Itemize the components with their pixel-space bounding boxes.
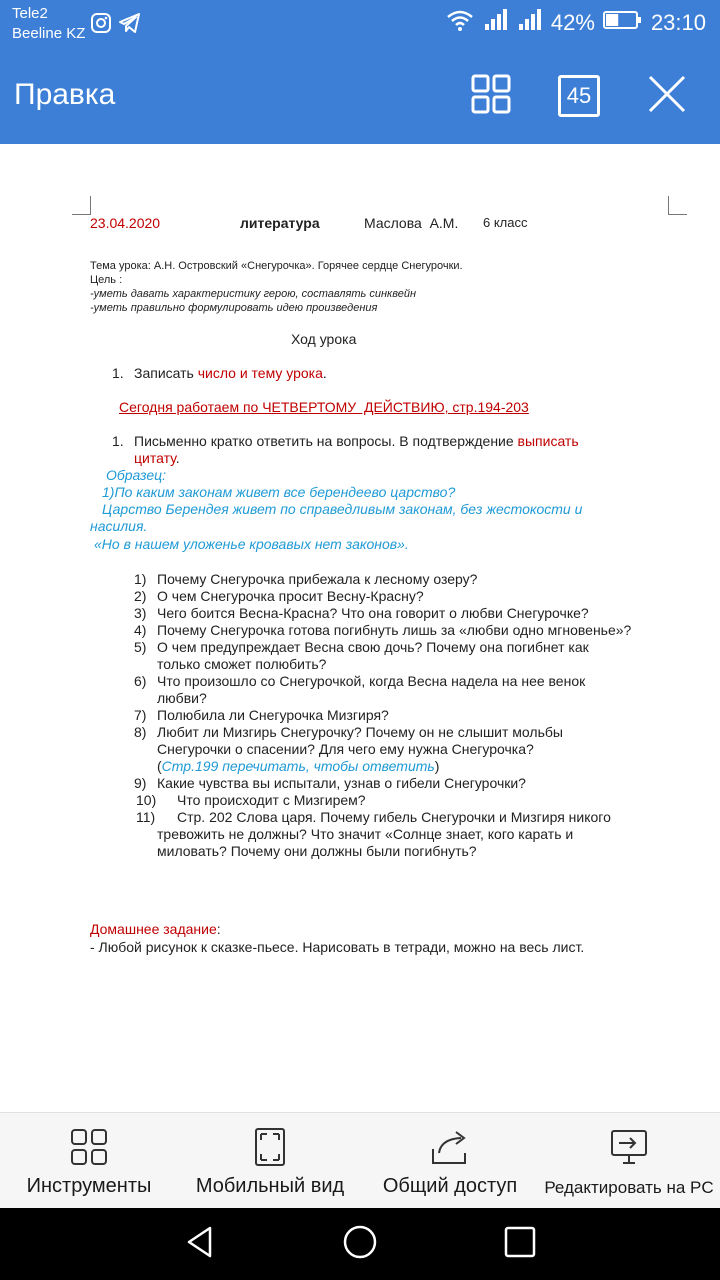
recents-icon	[503, 1225, 537, 1264]
question-number: 9)	[134, 775, 147, 791]
goal-1: -уметь давать характеристику герою, составлять синквейн	[90, 288, 417, 300]
goal-2: -уметь правильно формулировать идею произведения	[90, 302, 378, 314]
carrier-1: Tele2	[12, 5, 48, 22]
question-text: Почему Снегурочка готова погибнуть лишь за «любви одно мгновенье»?	[157, 622, 632, 638]
share-icon	[429, 1127, 471, 1167]
app-title: Правка	[14, 78, 116, 111]
question-text: Что произошло со Снегурочкой, когда Весна надела на нее венок	[157, 673, 586, 689]
note-text: Стр.199 перечитать, чтобы ответить	[161, 758, 435, 774]
bottom-toolbar	[0, 1112, 720, 1209]
step-2-number: 1.	[112, 433, 124, 449]
lesson-subject: литература	[240, 215, 320, 231]
step-2-line-1	[134, 433, 579, 449]
question-8-note	[157, 758, 439, 774]
note-open: (	[157, 758, 162, 774]
battery-percent: 42%	[550, 10, 595, 35]
home-button[interactable]	[342, 1226, 378, 1262]
carrier-2: Beeline KZ	[12, 25, 86, 42]
question-text: Любит ли Мизгирь Снегурочку? Почему он не слышит мольбы	[157, 724, 563, 740]
question-text: Стр. 202 Слова царя. Почему гибель Снегурочки и Мизгиря никого	[177, 809, 611, 825]
question-number: 8)	[134, 724, 147, 740]
step-1-highlight: число и тему урока	[197, 365, 323, 381]
question-text: только сможет полюбить?	[157, 656, 327, 672]
page-count-value: 45	[566, 83, 592, 108]
mobile-view-button[interactable]	[182, 1113, 358, 1209]
question-text: О чем Снегурочка просит Весну-Красну?	[157, 588, 424, 604]
question-number: 6)	[134, 673, 147, 689]
page-margin-corner	[668, 196, 687, 215]
question-text: Что происходит с Мизгирем?	[177, 792, 366, 808]
wifi-icon	[445, 8, 475, 38]
edit-on-pc-button[interactable]	[538, 1113, 720, 1209]
carrier-info	[12, 4, 85, 44]
tools-label: Инструменты	[26, 1175, 152, 1197]
share-button[interactable]	[372, 1113, 528, 1209]
question-text: Снегурочки о спасении? Для чего ему нужна Снегурочка?	[157, 741, 534, 757]
sample-answer-line-1: Царство Берендея живет по справедливым законам, без жестокости и	[102, 501, 583, 517]
navigation-bar	[0, 1208, 720, 1280]
telegram-icon	[118, 12, 142, 39]
step-1-text: Записать	[134, 365, 198, 381]
step-1	[134, 365, 327, 381]
back-icon	[184, 1225, 216, 1264]
step-1-end: .	[322, 365, 327, 381]
page-count-icon	[558, 75, 600, 117]
step-2-line-2	[134, 450, 180, 466]
back-button[interactable]	[182, 1226, 218, 1262]
question-number: 7)	[134, 707, 147, 723]
sample-quote: «Но в нашем уложенье кровавых нет законов».	[94, 536, 409, 552]
question-text: любви?	[157, 690, 207, 706]
sample-question: 1)По каким законам живет все берендеево царство?	[102, 484, 456, 500]
homework-colon: :	[216, 921, 221, 937]
note-close: )	[434, 758, 440, 774]
question-number: 4)	[134, 622, 147, 638]
question-number: 10)	[136, 792, 157, 808]
close-icon	[647, 74, 687, 119]
signal-icon	[483, 8, 509, 38]
homework-text: - Любой рисунок к сказке-пьесе. Нарисовать в тетради, можно на весь лист.	[90, 939, 585, 955]
page-count-button[interactable]	[558, 75, 600, 117]
lesson-heading: Ход урока	[291, 331, 357, 347]
share-label: Общий доступ	[382, 1175, 518, 1197]
sample-label: Образец:	[106, 467, 167, 483]
close-button[interactable]	[646, 75, 688, 117]
teacher-name: Маслова А.М.	[364, 215, 459, 231]
home-icon	[342, 1224, 378, 1265]
mobile-view-label: Мобильный вид	[195, 1175, 345, 1197]
step-2-end: .	[175, 450, 180, 466]
step-1-number: 1.	[112, 365, 124, 381]
page-margin-corner	[72, 196, 91, 215]
status-bar	[0, 0, 720, 48]
clock: 23:10	[650, 10, 706, 35]
homework-label: Домашнее задание	[90, 921, 217, 937]
recents-button[interactable]	[502, 1226, 538, 1262]
instagram-icon	[90, 12, 112, 39]
grade: 6 класс	[483, 215, 528, 230]
mobile-view-icon	[253, 1127, 287, 1167]
question-number: 3)	[134, 605, 147, 621]
question-number: 5)	[134, 639, 147, 655]
edit-on-pc-icon	[609, 1127, 649, 1167]
document-page[interactable]	[0, 144, 720, 1112]
question-number: 1)	[134, 571, 147, 587]
step-2-highlight-2: цитату	[134, 450, 176, 466]
edit-on-pc-label: Редактировать на PC	[544, 1178, 714, 1197]
question-text: Какие чувства вы испытали, узнав о гибели Снегурочки?	[157, 775, 526, 791]
goal-label: Цель :	[90, 274, 123, 286]
battery-icon	[603, 9, 643, 37]
grid-view-button[interactable]	[470, 75, 512, 117]
app-bar	[0, 48, 720, 144]
notification-icons	[90, 12, 142, 39]
sample-answer-line-2: насилия.	[90, 518, 148, 534]
question-text: тревожить не должны? Что значит «Солнце знает, кого карать и	[157, 826, 574, 842]
system-status	[445, 8, 706, 38]
step-2-text: Письменно кратко ответить на вопросы. В подтверждение	[134, 433, 518, 449]
step-2-highlight-1: выписать	[517, 433, 579, 449]
question-text: Почему Снегурочка прибежала к лесному озеру?	[157, 571, 478, 587]
question-number: 11)	[136, 809, 156, 825]
question-text: О чем предупреждает Весна свою дочь? Почему она погибнет как	[157, 639, 589, 655]
today-assignment: Сегодня работаем по ЧЕТВЕРТОМУ ДЕЙСТВИЮ, стр.194-203	[119, 399, 529, 415]
signal-icon-2	[517, 8, 543, 38]
tools-button[interactable]	[14, 1113, 164, 1209]
homework-heading	[90, 921, 221, 937]
question-number: 2)	[134, 588, 147, 604]
tools-icon	[69, 1127, 109, 1167]
question-text: миловать? Почему они должны были погибнуть?	[157, 843, 477, 859]
question-text: Чего боится Весна-Красна? Что она говорит о любви Снегурочке?	[157, 605, 589, 621]
lesson-date: 23.04.2020	[90, 215, 161, 231]
grid-icon	[470, 73, 512, 120]
question-text: Полюбила ли Снегурочка Мизгиря?	[157, 707, 389, 723]
lesson-topic: Тема урока: А.Н. Островский «Снегурочка». Горячее сердце Снегурочки.	[90, 260, 463, 272]
